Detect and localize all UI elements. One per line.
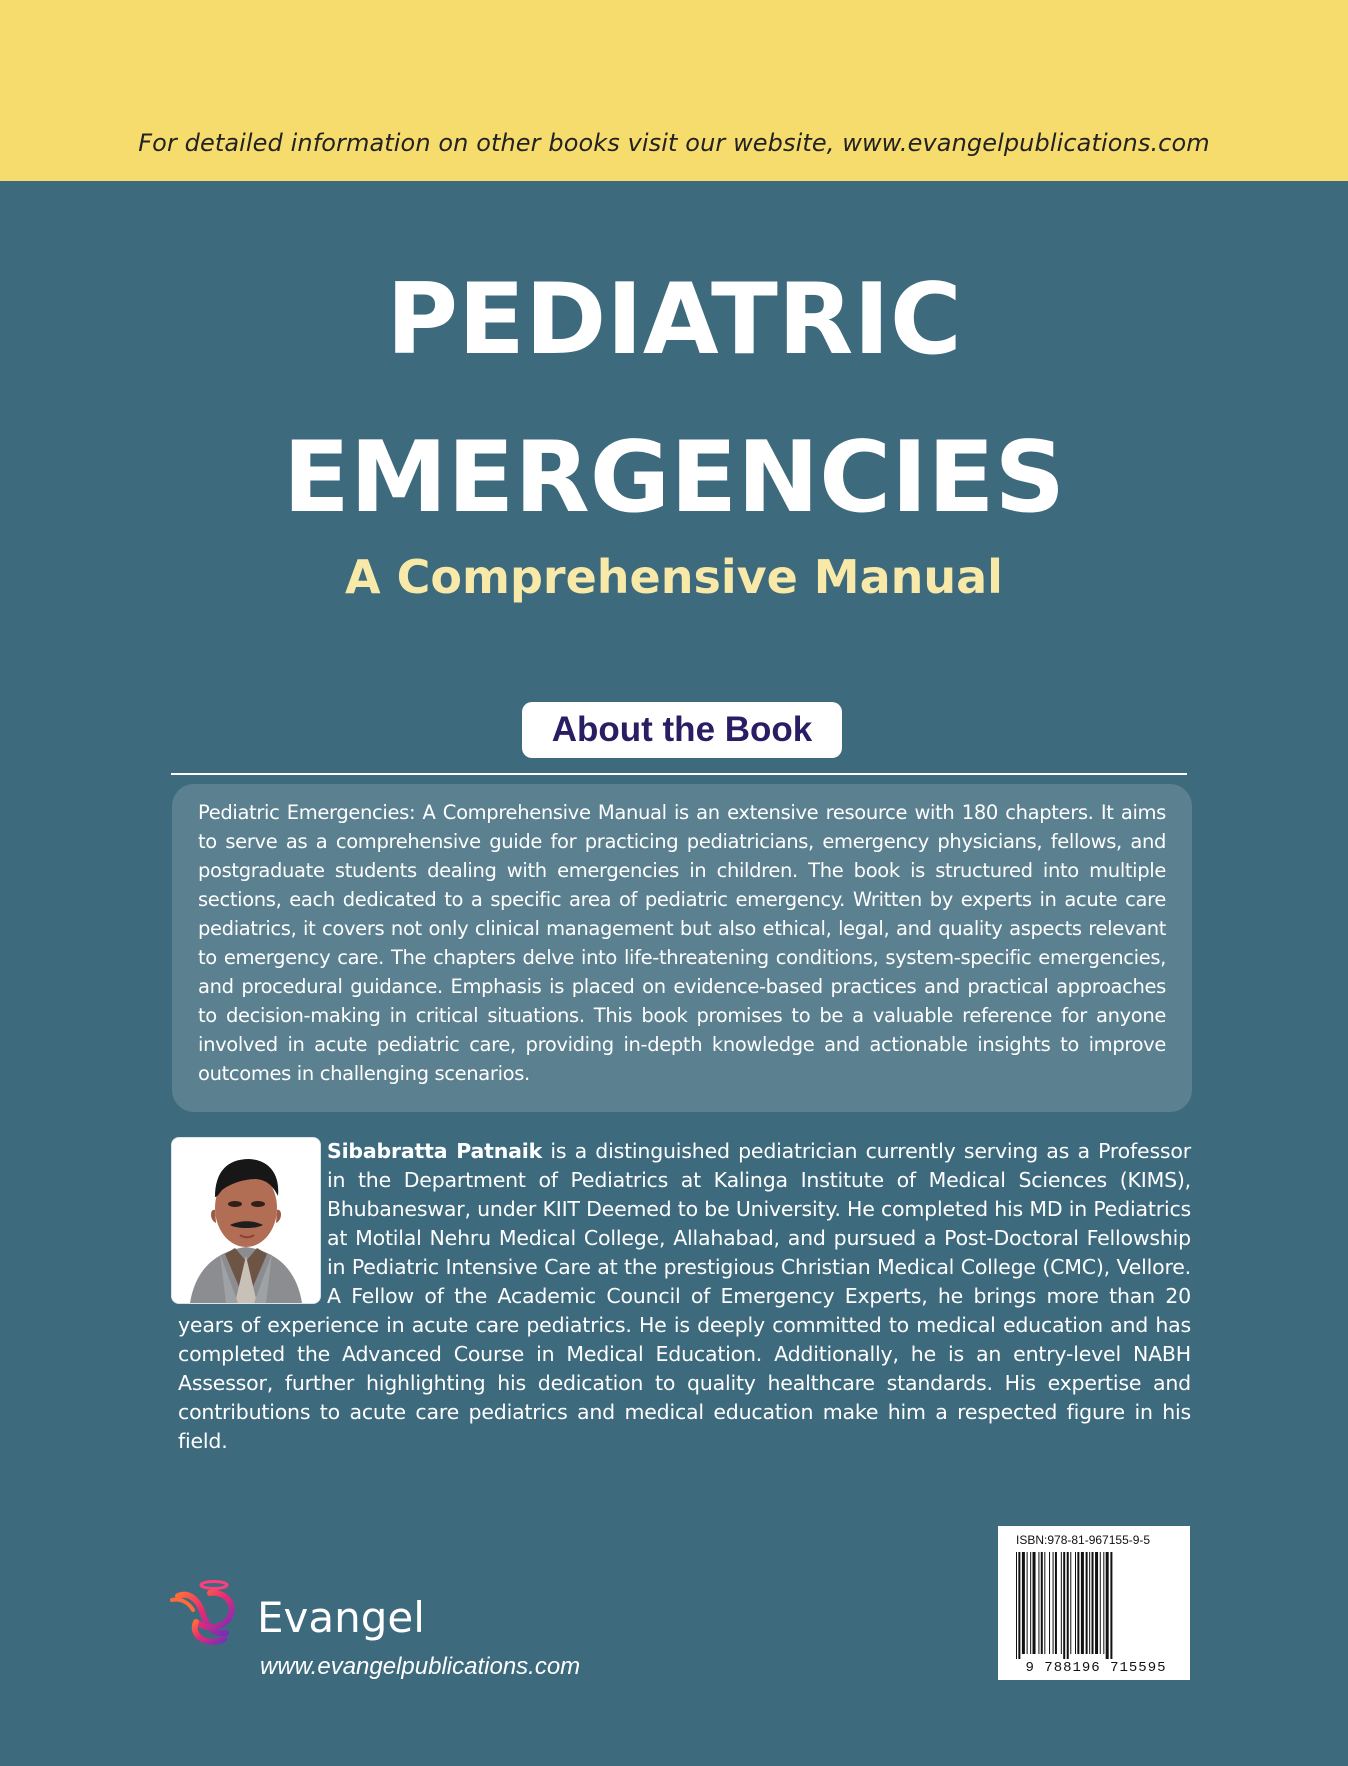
book-title-line-2: EMERGENCIES <box>282 421 1066 535</box>
barcode-bar <box>1089 1552 1090 1654</box>
barcode-lines <box>1016 1552 1112 1668</box>
barcode-bar <box>1053 1552 1054 1654</box>
author-bio <box>178 1137 1191 1456</box>
barcode-bar <box>1092 1552 1094 1654</box>
barcode-bar <box>1041 1552 1043 1654</box>
about-the-book-text: Pediatric Emergencies: A Comprehensive Manual is an extensive resource with 180 chapters. It aims to serve as a comprehensive guide for practicing pediatricians, emergency physicians, fellows, and postgraduate students dealing with emergencies in children. The book is structured into multiple sections, each dedicated to a specific area of pediatric emergency. Written by experts in acute care pediatrics, it covers not only clinical management but also ethical, legal, and quality aspects relevant to emergency care. The chapters delve into life-threatening conditions, system-specific emergencies, and procedural guidance. Emphasis is placed on evidence-based practices and practical approaches to decision-making in critical situations. This book promises to be a valuable reference for anyone involved in acute pediatric care, providing in-depth knowledge and actionable insights to improve outcomes in challenging scenarios. <box>198 801 1166 1085</box>
banner-website-note: For detailed information on other books visit our website, www.evangelpublications.com <box>138 129 1210 157</box>
barcode-bar <box>1075 1552 1076 1654</box>
publisher-name: Evangel <box>257 1593 425 1642</box>
isbn-label: ISBN:978-81-967155-9-5 <box>1016 1533 1151 1547</box>
barcode-bar <box>1016 1552 1017 1668</box>
barcode-number: 9 788196 715595 <box>1010 1659 1182 1677</box>
barcode-bar <box>1103 1552 1104 1654</box>
barcode-bar <box>1044 1552 1045 1654</box>
book-subtitle: A Comprehensive Manual <box>345 550 1003 604</box>
book-title-line-1: PEDIATRIC <box>386 263 962 377</box>
barcode-bar <box>1110 1552 1112 1668</box>
barcode-bar <box>1027 1552 1028 1654</box>
barcode <box>1016 1552 1170 1668</box>
barcode-bar <box>1106 1552 1109 1668</box>
isbn-barcode-box <box>998 1526 1190 1680</box>
about-the-book-panel <box>172 784 1192 1112</box>
barcode-bar <box>1070 1552 1071 1654</box>
author-bio-text: is a distinguished pediatrician currently serving as a Professor in the Department of Pediatrics at Kalinga Institute of Medical Sciences (KIMS), Bhubaneswar, under KIIT Deemed to be University. He completed his MD in Pediatrics at Motilal Nehru Medical College, Allahabad, and pursued a Post-Doctoral Fellowship in Pediatric Intensive Care at the prestigious Christian Medical College (CMC), Vellore. A Fellow of the Academic Council of Emergency Experts, he brings more than 20 years of experience in acute care pediatrics. He is deeply committed to medical education and has completed the Advanced Course in Medical Education. Additionally, he is an entry-level NABH Assessor, further highlighting his dedication to quality healthcare standards. His expertise and contributions to acute care pediatrics and medical education make him a respected figure in his field. <box>178 1139 1191 1453</box>
publisher-website: www.evangelpublications.com <box>260 1653 581 1680</box>
barcode-bar <box>1022 1552 1025 1654</box>
barcode-bar <box>1055 1552 1057 1654</box>
about-the-book-heading: About the Book <box>522 702 842 758</box>
barcode-bar <box>1095 1552 1098 1654</box>
barcode-bar <box>1038 1552 1039 1654</box>
evangel-logo-icon <box>168 1578 240 1648</box>
author-photo-spacer <box>178 1137 327 1305</box>
barcode-bar <box>1067 1552 1069 1668</box>
barcode-bar <box>1049 1552 1050 1654</box>
barcode-bar <box>1033 1552 1036 1654</box>
barcode-bar <box>1077 1552 1079 1654</box>
barcode-bar <box>1030 1552 1031 1654</box>
heading-divider <box>171 773 1187 775</box>
barcode-bar <box>1100 1552 1101 1654</box>
top-banner <box>0 0 1348 181</box>
barcode-bar <box>1081 1552 1084 1654</box>
barcode-bar <box>1063 1552 1065 1668</box>
author-name: Sibabratta Patnaik <box>327 1139 543 1163</box>
barcode-bar <box>1018 1552 1020 1668</box>
barcode-bar <box>1061 1552 1062 1654</box>
barcode-bar <box>1086 1552 1088 1654</box>
